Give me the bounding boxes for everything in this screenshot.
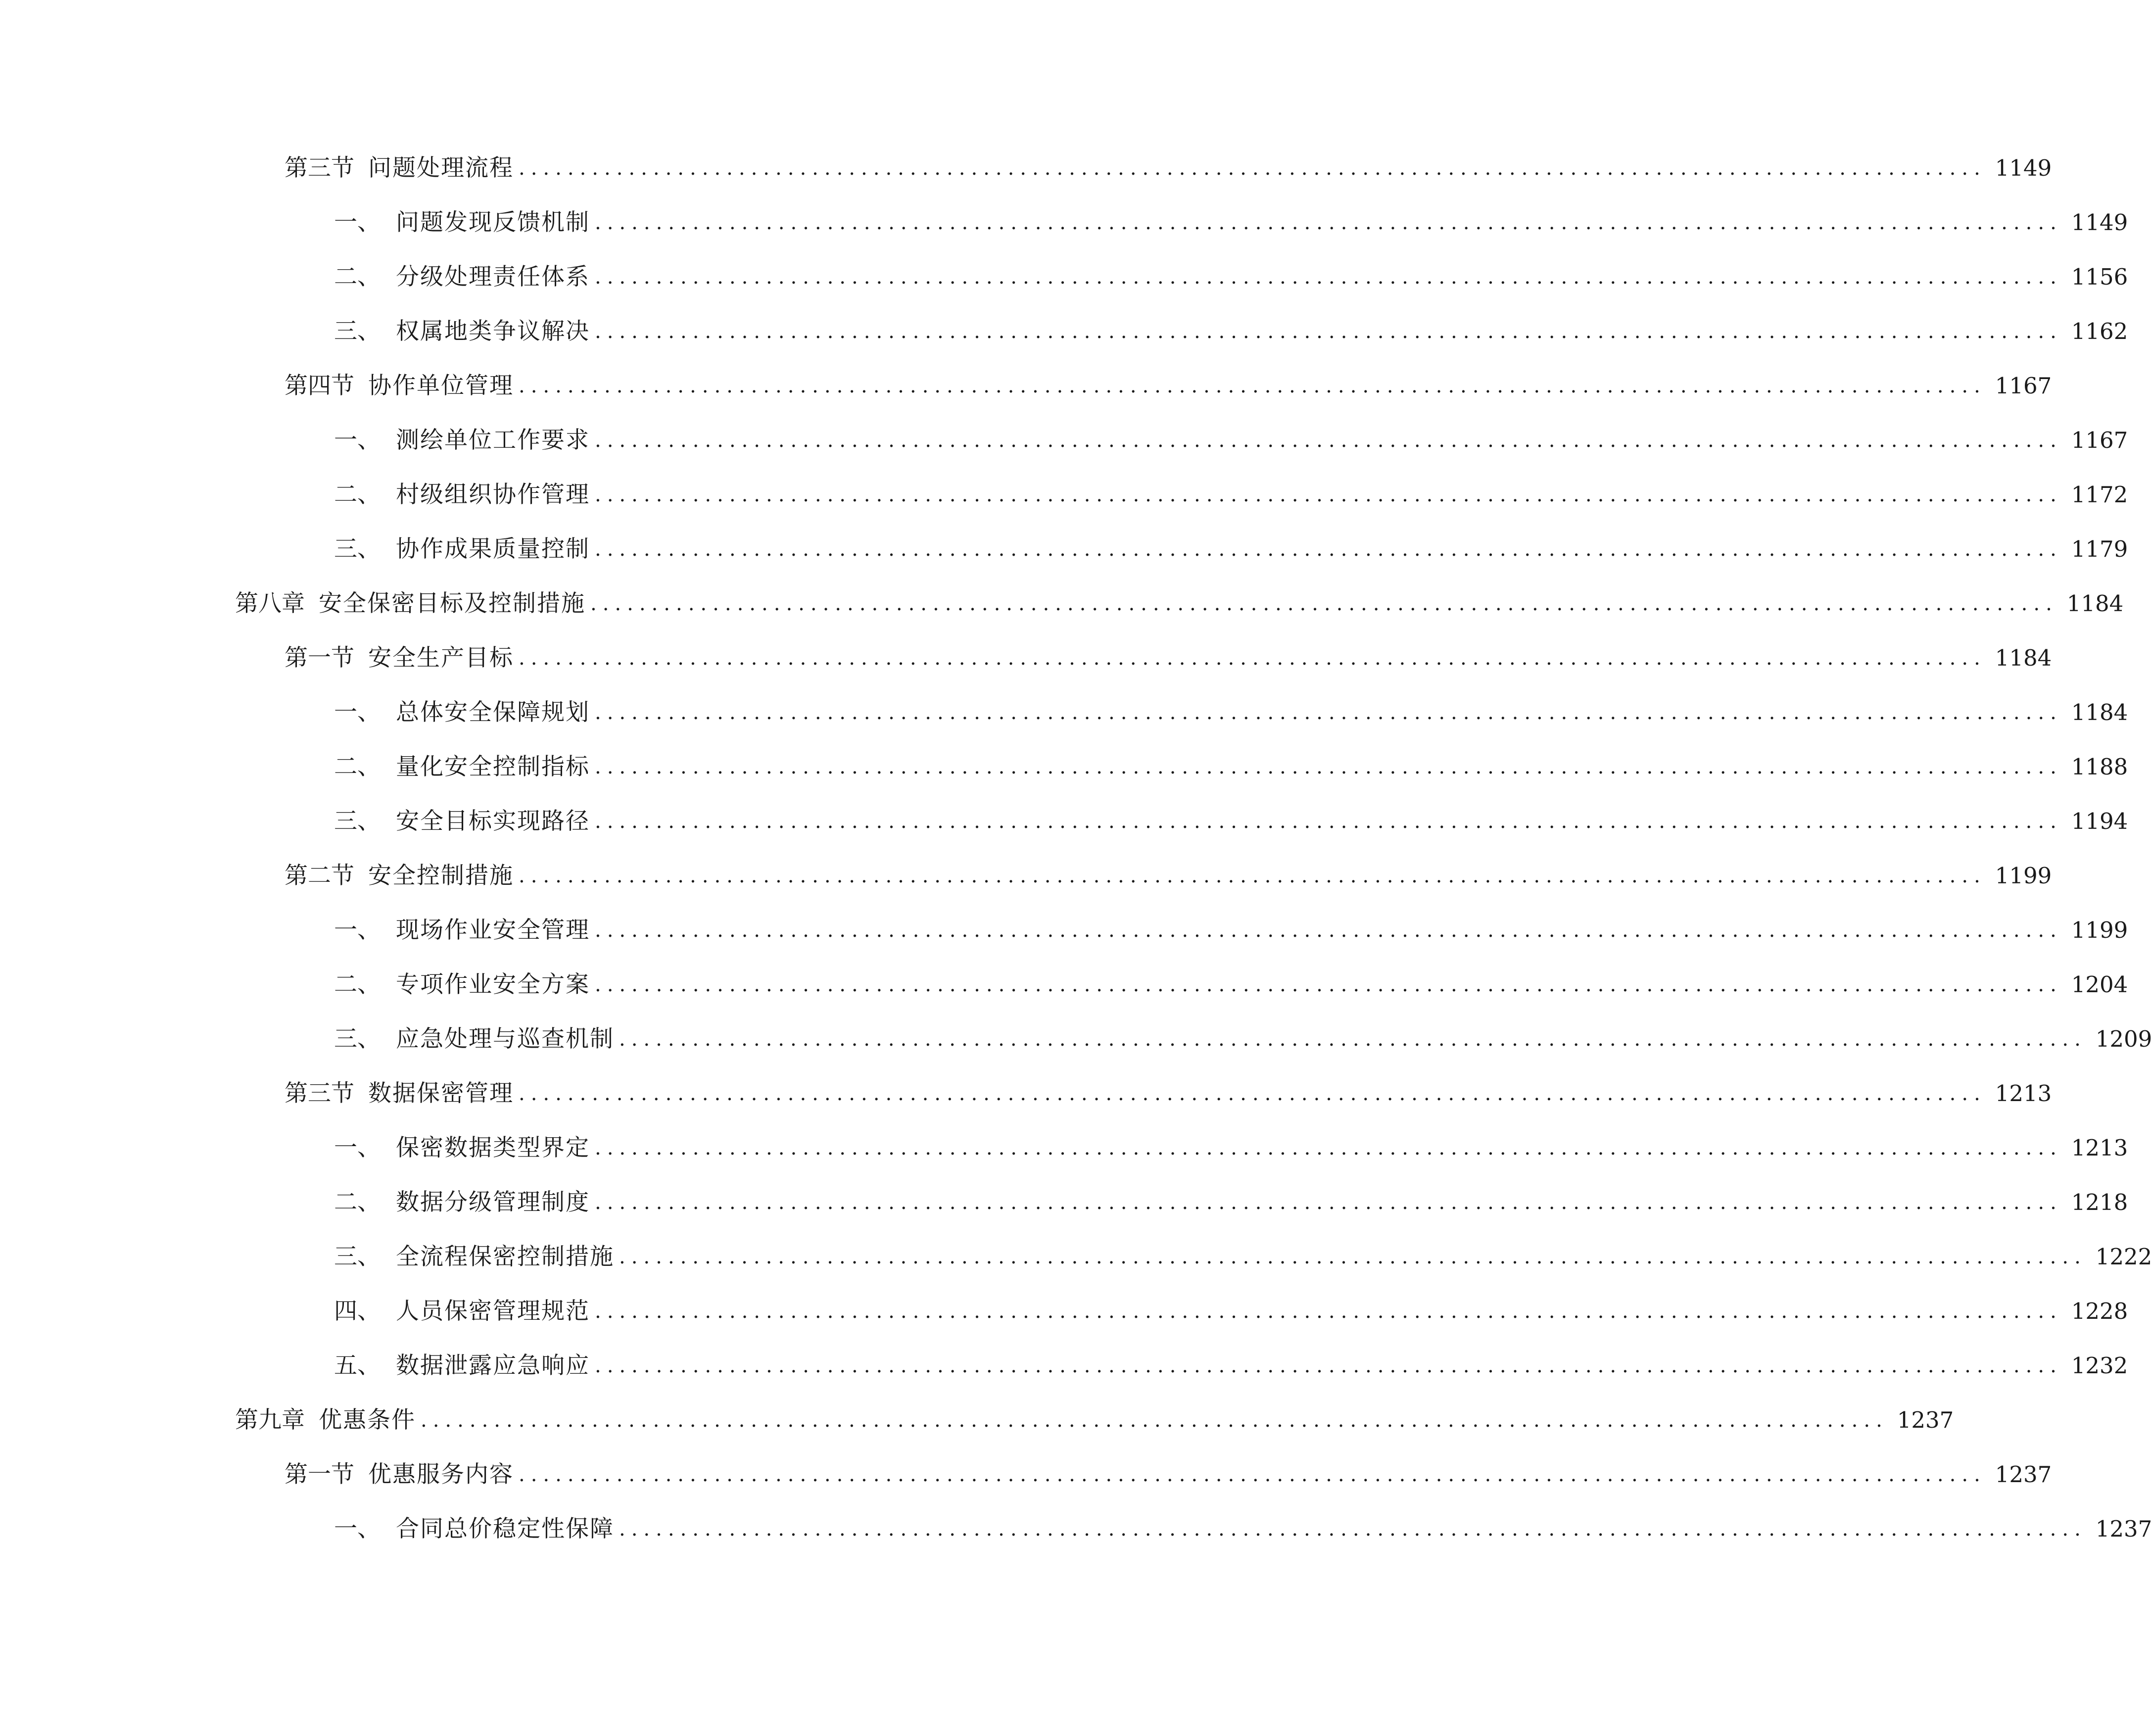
toc-leader-dots: ........................................................................................................................ bbox=[619, 1518, 2087, 1541]
toc-entry-page-number: 1156 bbox=[2071, 264, 2128, 290]
toc-leader-dots: ........................................................................................................................ bbox=[595, 320, 2062, 343]
toc-entry-page-number: 1194 bbox=[2071, 808, 2128, 834]
toc-entry-number: 第一节 bbox=[285, 1461, 354, 1488]
toc-entry-page-number: 1204 bbox=[2071, 971, 2128, 998]
toc-leader-dots: ........................................................................................................................ bbox=[595, 266, 2062, 289]
toc-entry-title: 问题处理流程 bbox=[368, 154, 514, 182]
toc-leader-dots: ........................................................................................................................ bbox=[519, 375, 1986, 397]
toc-entry-section[interactable] bbox=[0, 359, 2052, 413]
toc-entry-item[interactable] bbox=[0, 740, 2128, 794]
toc-entry-item[interactable] bbox=[0, 958, 2128, 1012]
toc-entry-title: 数据分级管理制度 bbox=[396, 1189, 590, 1216]
toc-entry-number: 第一节 bbox=[285, 644, 354, 672]
toc-entry-item[interactable] bbox=[0, 1012, 2152, 1066]
toc-entry-page-number: 1162 bbox=[2071, 318, 2128, 344]
toc-entry-section[interactable] bbox=[0, 1447, 2052, 1502]
toc-leader-dots: ........................................................................................................................ bbox=[619, 1028, 2087, 1051]
toc-leader-dots: ........................................................................................................................ bbox=[595, 538, 2062, 561]
toc-leader-dots: ........................................................................................................................ bbox=[595, 211, 2062, 234]
toc-entry-title: 保密数据类型界定 bbox=[396, 1134, 590, 1161]
toc-entry-title: 人员保密管理规范 bbox=[396, 1298, 590, 1325]
toc-leader-dots: ........................................................................................................................ bbox=[595, 756, 2062, 778]
toc-entry-title: 优惠服务内容 bbox=[368, 1461, 514, 1488]
toc-entry-chapter[interactable] bbox=[0, 577, 2124, 631]
toc-entry-page-number: 1209 bbox=[2095, 1026, 2152, 1052]
toc-entry-chapter[interactable] bbox=[0, 1393, 1954, 1447]
toc-entry-item[interactable] bbox=[0, 794, 2128, 849]
toc-entry-item[interactable] bbox=[0, 1339, 2128, 1393]
toc-entry-section[interactable] bbox=[0, 141, 2052, 195]
toc-entry-title: 分级处理责任体系 bbox=[396, 263, 590, 290]
toc-entry-number: 第九章 bbox=[235, 1406, 305, 1434]
toc-leader-dots: ........................................................................................................................ bbox=[595, 810, 2062, 833]
toc-leader-dots: ........................................................................................................................ bbox=[519, 1082, 1986, 1105]
toc-entry-title: 测绘单位工作要求 bbox=[396, 427, 590, 454]
toc-entry-item[interactable] bbox=[0, 304, 2128, 359]
toc-entry-page-number: 1167 bbox=[1995, 373, 2052, 399]
toc-entry-page-number: 1184 bbox=[2066, 590, 2124, 617]
toc-entry-number: 三、 bbox=[334, 1243, 381, 1270]
toc-entry-title: 数据泄露应急响应 bbox=[396, 1352, 590, 1379]
toc-entry-item[interactable] bbox=[0, 1284, 2128, 1339]
toc-entry-page-number: 1213 bbox=[1995, 1080, 2052, 1107]
toc-entry-title: 问题发现反馈机制 bbox=[396, 209, 590, 236]
toc-entry-number: 二、 bbox=[334, 481, 381, 508]
toc-entry-title: 安全控制措施 bbox=[368, 862, 514, 889]
toc-entry-title: 合同总价稳定性保障 bbox=[396, 1515, 614, 1543]
toc-entry-number: 三、 bbox=[334, 318, 381, 345]
toc-leader-dots: ........................................................................................................................ bbox=[595, 1300, 2062, 1323]
toc-entry-title: 协作成果质量控制 bbox=[396, 535, 590, 563]
toc-entry-number: 一、 bbox=[334, 916, 381, 944]
toc-entry-title: 村级组织协作管理 bbox=[396, 481, 590, 508]
toc-leader-dots: ........................................................................................................................ bbox=[519, 1463, 1986, 1486]
toc-entry-title: 权属地类争议解决 bbox=[396, 318, 590, 345]
toc-entry-number: 一、 bbox=[334, 1134, 381, 1161]
toc-leader-dots: ........................................................................................................................ bbox=[595, 973, 2062, 996]
toc-entry-number: 一、 bbox=[334, 427, 381, 454]
toc-entry-title: 专项作业安全方案 bbox=[396, 971, 590, 998]
toc-entry-number: 二、 bbox=[334, 1189, 381, 1216]
table-of-contents bbox=[0, 141, 2152, 1556]
toc-leader-dots: ........................................................................................................................ bbox=[595, 701, 2062, 724]
toc-leader-dots: ........................................................................................................................ bbox=[519, 865, 1986, 887]
toc-entry-item[interactable] bbox=[0, 195, 2128, 250]
toc-entry-item[interactable] bbox=[0, 1175, 2128, 1230]
toc-entry-title: 安全目标实现路径 bbox=[396, 808, 590, 835]
toc-entry-page-number: 1237 bbox=[1897, 1407, 1954, 1433]
toc-leader-dots: ........................................................................................................................ bbox=[519, 157, 1986, 180]
toc-leader-dots: ........................................................................................................................ bbox=[619, 1246, 2087, 1268]
toc-entry-page-number: 1218 bbox=[2071, 1189, 2128, 1215]
toc-leader-dots: ........................................................................................................................ bbox=[595, 1354, 2062, 1377]
toc-entry-number: 三、 bbox=[334, 1025, 381, 1053]
toc-entry-page-number: 1199 bbox=[1995, 863, 2052, 889]
toc-entry-page-number: 1232 bbox=[2071, 1352, 2128, 1379]
toc-leader-dots: ........................................................................................................................ bbox=[595, 919, 2062, 942]
toc-entry-page-number: 1149 bbox=[1995, 155, 2052, 181]
toc-entry-section[interactable] bbox=[0, 631, 2052, 685]
toc-entry-number: 三、 bbox=[334, 535, 381, 563]
toc-entry-item[interactable] bbox=[0, 903, 2128, 958]
toc-entry-item[interactable] bbox=[0, 250, 2128, 304]
toc-entry-number: 一、 bbox=[334, 699, 381, 726]
toc-entry-page-number: 1213 bbox=[2071, 1135, 2128, 1161]
toc-leader-dots: ........................................................................................................................ bbox=[595, 1191, 2062, 1214]
toc-leader-dots: ........................................................................................................................ bbox=[595, 429, 2062, 452]
toc-entry-number: 二、 bbox=[334, 753, 381, 780]
toc-entry-item[interactable] bbox=[0, 413, 2128, 468]
toc-entry-title: 安全保密目标及控制措施 bbox=[319, 590, 585, 617]
toc-entry-number: 二、 bbox=[334, 263, 381, 290]
toc-entry-number: 一、 bbox=[334, 209, 381, 236]
toc-entry-page-number: 1228 bbox=[2071, 1298, 2128, 1324]
toc-entry-title: 数据保密管理 bbox=[368, 1080, 514, 1107]
toc-entry-page-number: 1222 bbox=[2095, 1244, 2152, 1270]
toc-entry-page-number: 1172 bbox=[2071, 482, 2128, 508]
toc-entry-title: 协作单位管理 bbox=[368, 372, 514, 399]
toc-entry-page-number: 1184 bbox=[1995, 645, 2052, 671]
toc-entry-page-number: 1184 bbox=[2071, 699, 2128, 725]
toc-entry-title: 优惠条件 bbox=[319, 1406, 416, 1434]
toc-entry-number: 第三节 bbox=[285, 1080, 354, 1107]
toc-entry-page-number: 1149 bbox=[2071, 209, 2128, 236]
toc-entry-title: 现场作业安全管理 bbox=[396, 916, 590, 944]
toc-entry-number: 第八章 bbox=[235, 590, 305, 617]
toc-entry-number: 二、 bbox=[334, 971, 381, 998]
toc-entry-number: 第四节 bbox=[285, 372, 354, 399]
toc-entry-page-number: 1179 bbox=[2071, 536, 2128, 562]
toc-entry-number: 五、 bbox=[334, 1352, 381, 1379]
toc-entry-item[interactable] bbox=[0, 1121, 2128, 1175]
toc-entry-page-number: 1188 bbox=[2071, 754, 2128, 780]
toc-entry-number: 四、 bbox=[334, 1298, 381, 1325]
toc-entry-title: 安全生产目标 bbox=[368, 644, 514, 672]
toc-entry-number: 第三节 bbox=[285, 154, 354, 182]
toc-entry-title: 总体安全保障规划 bbox=[396, 699, 590, 726]
toc-entry-item[interactable] bbox=[0, 1502, 2152, 1556]
toc-entry-item[interactable] bbox=[0, 1230, 2152, 1284]
toc-leader-dots: ........................................................................................................................ bbox=[421, 1409, 1888, 1432]
toc-entry-section[interactable] bbox=[0, 849, 2052, 903]
toc-entry-number: 第二节 bbox=[285, 862, 354, 889]
toc-leader-dots: ........................................................................................................................ bbox=[519, 647, 1986, 670]
toc-entry-title: 全流程保密控制措施 bbox=[396, 1243, 614, 1270]
toc-entry-page-number: 1199 bbox=[2071, 917, 2128, 943]
toc-entry-page-number: 1167 bbox=[2071, 427, 2128, 453]
toc-entry-item[interactable] bbox=[0, 468, 2128, 522]
toc-entry-page-number: 1237 bbox=[1995, 1461, 2052, 1488]
toc-entry-title: 应急处理与巡查机制 bbox=[396, 1025, 614, 1053]
toc-entry-item[interactable] bbox=[0, 522, 2128, 577]
toc-entry-title: 量化安全控制指标 bbox=[396, 753, 590, 780]
toc-entry-section[interactable] bbox=[0, 1066, 2052, 1121]
toc-entry-number: 三、 bbox=[334, 808, 381, 835]
toc-leader-dots: ........................................................................................................................ bbox=[595, 483, 2062, 506]
toc-leader-dots: ........................................................................................................................ bbox=[590, 592, 2058, 615]
toc-entry-number: 一、 bbox=[334, 1515, 381, 1543]
toc-entry-item[interactable] bbox=[0, 685, 2128, 740]
toc-leader-dots: ........................................................................................................................ bbox=[595, 1137, 2062, 1159]
toc-entry-page-number: 1237 bbox=[2095, 1516, 2152, 1542]
